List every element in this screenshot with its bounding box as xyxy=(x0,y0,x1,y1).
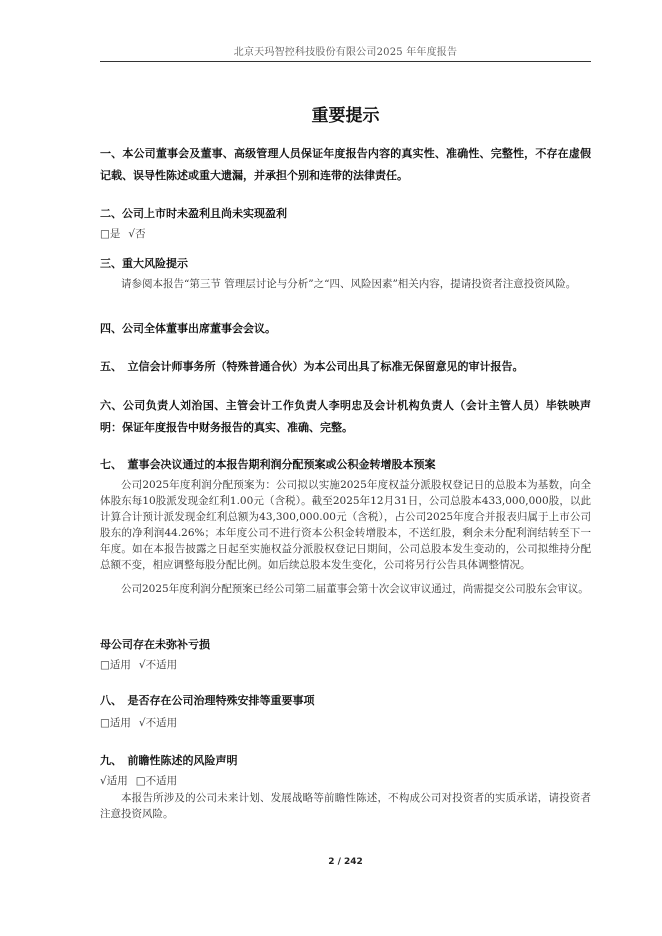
option-applicable-checkbox: □适用 xyxy=(100,717,131,729)
option-not-applicable-checkbox: □不适用 xyxy=(135,775,178,787)
section-3-body: 请参阅本报告“第三节 管理层讨论与分析”之“四、风险因素”相关内容，提请投资者注意投资风险。 xyxy=(121,278,577,290)
section-5-heading: 五、 立信会计师事务所（特殊普通合伙）为本公司出具了标准无保留意见的审计报告。 xyxy=(100,360,524,373)
section-1-heading: 一、本公司董事会及董事、高级管理人员保证年度报告内容的真实性、准确性、完整性，不存在虚假记载、误导性陈述或重大遗漏，并承担个别和连带的法律责任。 xyxy=(100,147,591,182)
header-divider xyxy=(100,61,591,62)
section-4-heading: 四、公司全体董事出席董事会会议。 xyxy=(100,322,276,335)
running-header: 北京天玛智控科技股份有限公司2025 年年度报告 xyxy=(233,47,458,58)
section-7-paragraph-1: 公司2025年度利润分配预案为：公司拟以实施2025年度权益分派股权登记日的总股本为基数，向全体股东每10股派发现金红利1.00元（含税）。截至2025年12月31日，公司总股本433,000,000股，以此计算合计预计派发现金红利总额为43,300,000.00元（含税），占公司2025年度合并报表归属于上市公司股东的净利润44.26%；本年度公司不进行资本公积金转增股本，不送红股，剩余未分配利润结转至下一年度。如在本报告披露之日起至实施权益分派股权登记日期间，公司总股本发生变动的，公司拟维持分配总额不变，相应调整每股分配比例。如后续总股本发生变化，公司将另行公告具体调整情况。 xyxy=(100,479,591,571)
option-not-applicable-checkbox: √不适用 xyxy=(138,717,178,729)
option-no-checkbox: √否 xyxy=(128,228,146,240)
page-title: 重要提示 xyxy=(311,106,380,126)
option-not-applicable-checkbox: √不适用 xyxy=(138,659,178,671)
page-number: 2 / 242 xyxy=(328,857,363,867)
section-2-heading: 二、公司上市时未盈利且尚未实现盈利 xyxy=(100,207,287,220)
section-9-heading: 九、 前瞻性陈述的风险声明 xyxy=(100,754,238,767)
section-6-heading: 六、公司负责人刘治国、主管会计工作负责人李明忠及会计机构负责人（会计主管人员）毕铁映声明：保证年度报告中财务报告的真实、准确、完整。 xyxy=(100,399,591,434)
uncovered-loss-heading: 母公司存在未弥补亏损 xyxy=(100,638,210,651)
section-9-options xyxy=(100,773,591,789)
uncovered-loss-options xyxy=(100,657,591,673)
document-page xyxy=(100,0,591,936)
section-8-heading: 八、 是否存在公司治理特殊安排等重要事项 xyxy=(100,694,315,707)
section-3-heading: 三、重大风险提示 xyxy=(100,257,188,270)
section-7-paragraph-2: 公司2025年度利润分配预案已经公司第二届董事会第十次会议审议通过，尚需提交公司股东会审议。 xyxy=(121,583,589,595)
section-8-options xyxy=(100,715,591,731)
option-applicable-checkbox: √适用 xyxy=(100,775,128,787)
section-7-heading: 七、 董事会决议通过的本报告期利润分配预案或公积金转增股本预案 xyxy=(100,458,436,471)
option-yes-checkbox: □是 xyxy=(100,228,121,240)
section-9-body: 本报告所涉及的公司未来计划、发展战略等前瞻性陈述，不构成公司对投资者的实质承诺，请投资者注意投资风险。 xyxy=(100,792,591,820)
section-2-options xyxy=(100,226,591,242)
option-applicable-checkbox: □适用 xyxy=(100,659,131,671)
